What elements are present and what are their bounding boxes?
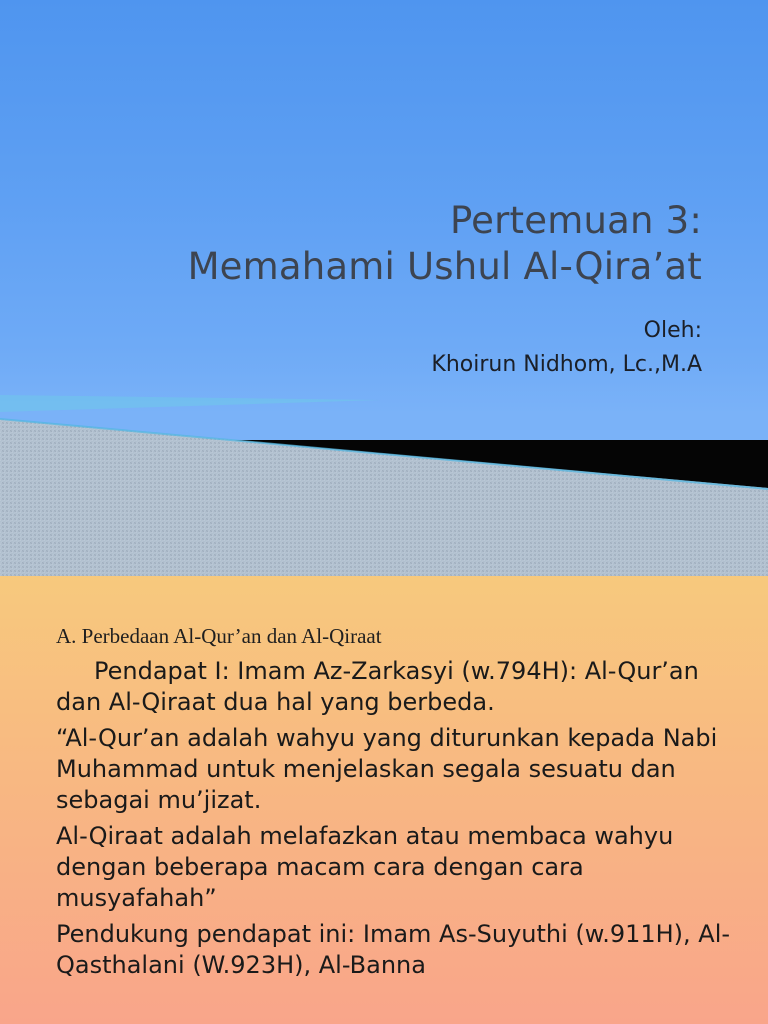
content-slide [0, 576, 768, 1024]
section-heading: A. Perbedaan Al-Qur’an dan Al-Qiraat [56, 624, 382, 648]
by-label: Oleh: [643, 318, 702, 343]
slide-title [188, 198, 702, 290]
title-line-2: Memahami Ushul Al-Qira’at [187, 245, 702, 288]
paragraph-qiraat-definition: Al-Qiraat adalah melafazkan atau membaca wahyu dengan beberapa macam cara dengan cara musyafahah” [56, 822, 674, 912]
paragraph-supporters: Pendukung pendapat ini: Imam As-Suyuthi (w.911H), Al-Qasthalani (W.923H), Al-Banna [56, 920, 731, 979]
slide-subtitle [431, 314, 702, 382]
author-name: Khoirun Nidhom, Lc.,M.A [431, 352, 702, 377]
paragraph-quran-definition: “Al-Qur’an adalah wahyu yang diturunkan kepada Nabi Muhammad untuk menjelaskan segala sesuatu dan sebagai mu’jizat. [56, 724, 718, 814]
title-line-1: Pertemuan 3: [449, 199, 702, 242]
paragraph-opinion-1: Pendapat I: Imam Az-Zarkasyi (w.794H): Al-Qur’an dan Al-Qiraat dua hal yang berbeda. [56, 657, 699, 716]
body-text [56, 656, 736, 981]
